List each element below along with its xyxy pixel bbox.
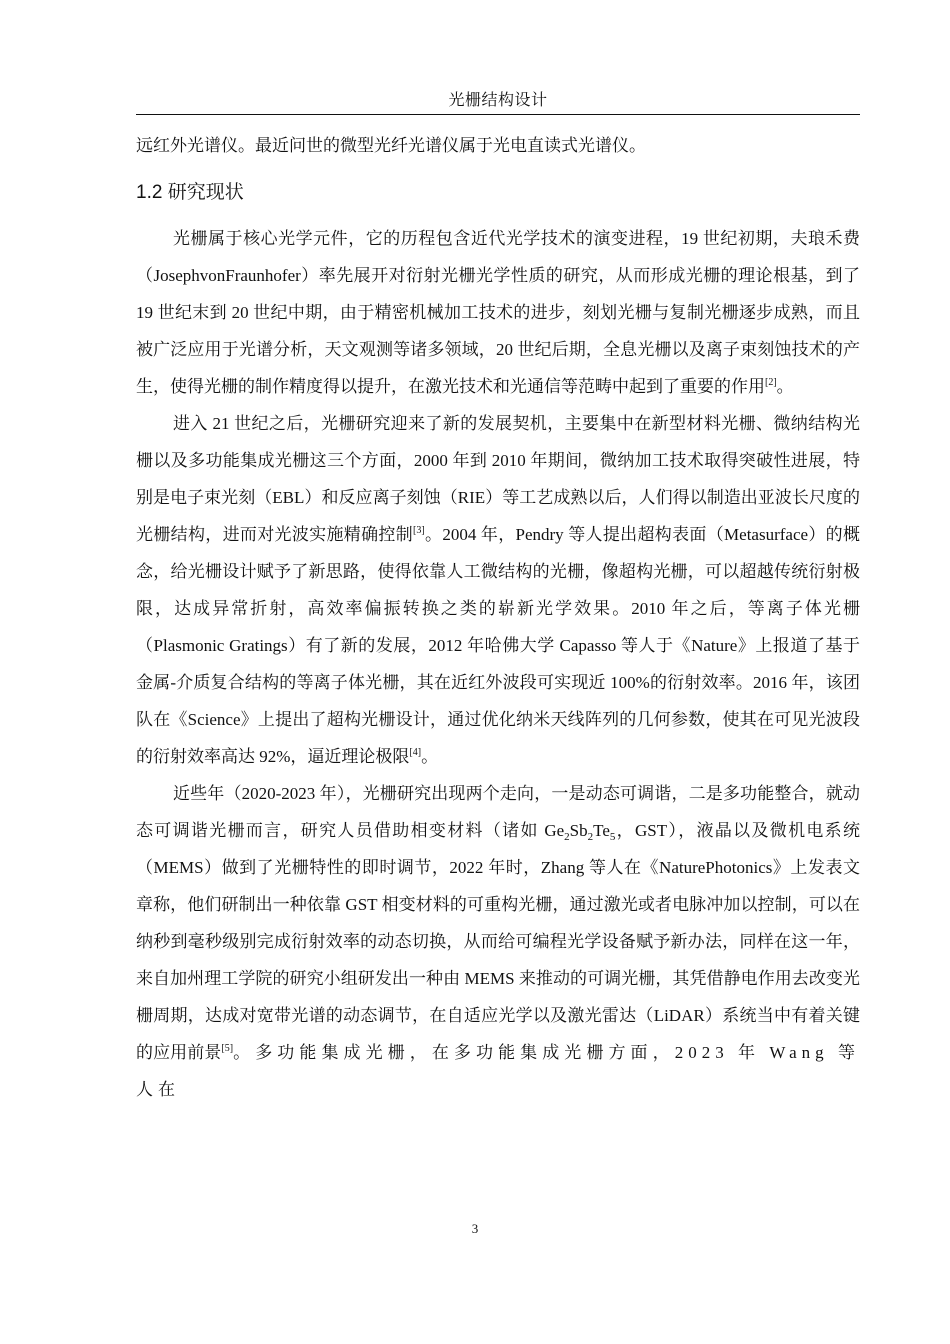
paragraph-1-text: 光栅属于核心光学元件，它的历程包含近代光学技术的演变进程，19 世纪初期，夫琅禾费（JosephvonFraunhofer）率先展开对衍射光栅光学性质的研究，从而形成光栅的理论根基，到了 19 世纪末到 20 世纪中期，由于精密机械加工技术的进步，刻划光栅与复制光栅逐步成熟，而且被广泛应用于光谱分析，天文观测等诸多领域，20 世纪后期，全息光栅以及离子束刻蚀技术的产生，使得光栅的制作精度得以提升，在激光技术和光通信等范畴中起到了重要的作用 bbox=[136, 229, 860, 396]
citation-2: [2] bbox=[765, 377, 777, 388]
paragraph-3-text-b: ，GST），液晶以及微机电系统（MEMS）做到了光栅特性的即时调节，2022 年时，Zhang 等人在《NaturePhotonics》上发表文章称，他们研制出一种依靠 GST 相变材料的可重构光栅，通过激光或者电脉冲加以控制，可以在纳秒到毫秒级别完成衍射效率的动态切换，从而给可编程光学设备赋予新办法，同样在这一年，来自加州理工学院的研究小组研发出一种由 MEMS 来推动的可调光栅，其凭借静电作用去改变光栅周期，达成对宽带光谱的动态调节，在自适应光学以及激光雷达（LiDAR）系统当中有着关键的应用前景 bbox=[136, 821, 860, 1062]
paragraph-1 bbox=[136, 220, 860, 405]
formula-sb: Sb bbox=[569, 821, 588, 840]
citation-4: [4] bbox=[409, 747, 422, 758]
intro-line: 远红外光谱仪。最近问世的微型光纤光谱仪属于光电直读式光谱仪。 bbox=[136, 136, 646, 155]
formula-te: Te bbox=[593, 821, 610, 840]
paragraph-2-end: 。 bbox=[421, 747, 439, 766]
paragraph-3-text-c: 。多功能集成光栅，在多功能集成光栅方面，2023 年 Wang 等人在 bbox=[136, 1043, 860, 1099]
citation-5: [5] bbox=[221, 1043, 234, 1054]
section-heading: 1.2 研究现状 bbox=[136, 182, 244, 203]
paragraph-2 bbox=[136, 405, 860, 775]
subscript-te: 5 bbox=[609, 831, 616, 843]
body-text bbox=[136, 127, 860, 1108]
page-number: 3 bbox=[471, 1221, 479, 1236]
running-header-title: 光栅结构设计 bbox=[448, 92, 548, 109]
subscript-sb: 2 bbox=[587, 831, 594, 843]
paragraph-3 bbox=[136, 775, 860, 1108]
paragraph-2-text-b: 。2004 年，Pendry 等人提出超构表面（Metasurface）的概念，给光栅设计赋予了新思路，使得依靠人工微结构的光栅，像超构光栅，可以超越传统衍射极限，达成异常折射，高效率偏振转换之类的崭新光学效果。2010 年之后，等离子体光栅（Plasmonic Gratings）有了新的发展，2012 年哈佛大学 Capasso 等人于《Nature》上报道了基于金属-介质复合结构的等离子体光栅，其在近红外波段可实现近 100%的衍射效率。2016 年，该团队在《Science》上提出了超构光栅设计，通过优化纳米天线阵列的几何参数，使其在可见光波段的衍射效率高达 92%，逼近理论极限 bbox=[136, 525, 860, 766]
header-rule bbox=[136, 114, 860, 115]
citation-3: [3] bbox=[413, 525, 425, 536]
paragraph-3-text-a: 近些年（2020-2023 年），光栅研究出现两个走向，一是动态可调谐，二是多功能整合，就动态可调谐光栅而言，研究人员借助相变材料（诸如 Ge bbox=[136, 784, 860, 840]
subscript-ge: 2 bbox=[564, 831, 570, 843]
paragraph-2-text-a: 进入 21 世纪之后，光栅研究迎来了新的发展契机，主要集中在新型材料光栅、微纳结构光栅以及多功能集成光栅这三个方面，2000 年到 2010 年期间，微纳加工技术取得突破性进展，特别是电子束光刻（EBL）和反应离子刻蚀（RIE）等工艺成熟以后，人们得以制造出亚波长尺度的光栅结构，进而对光波实施精确控制 bbox=[136, 414, 860, 544]
paragraph-1-end: 。 bbox=[776, 377, 794, 396]
